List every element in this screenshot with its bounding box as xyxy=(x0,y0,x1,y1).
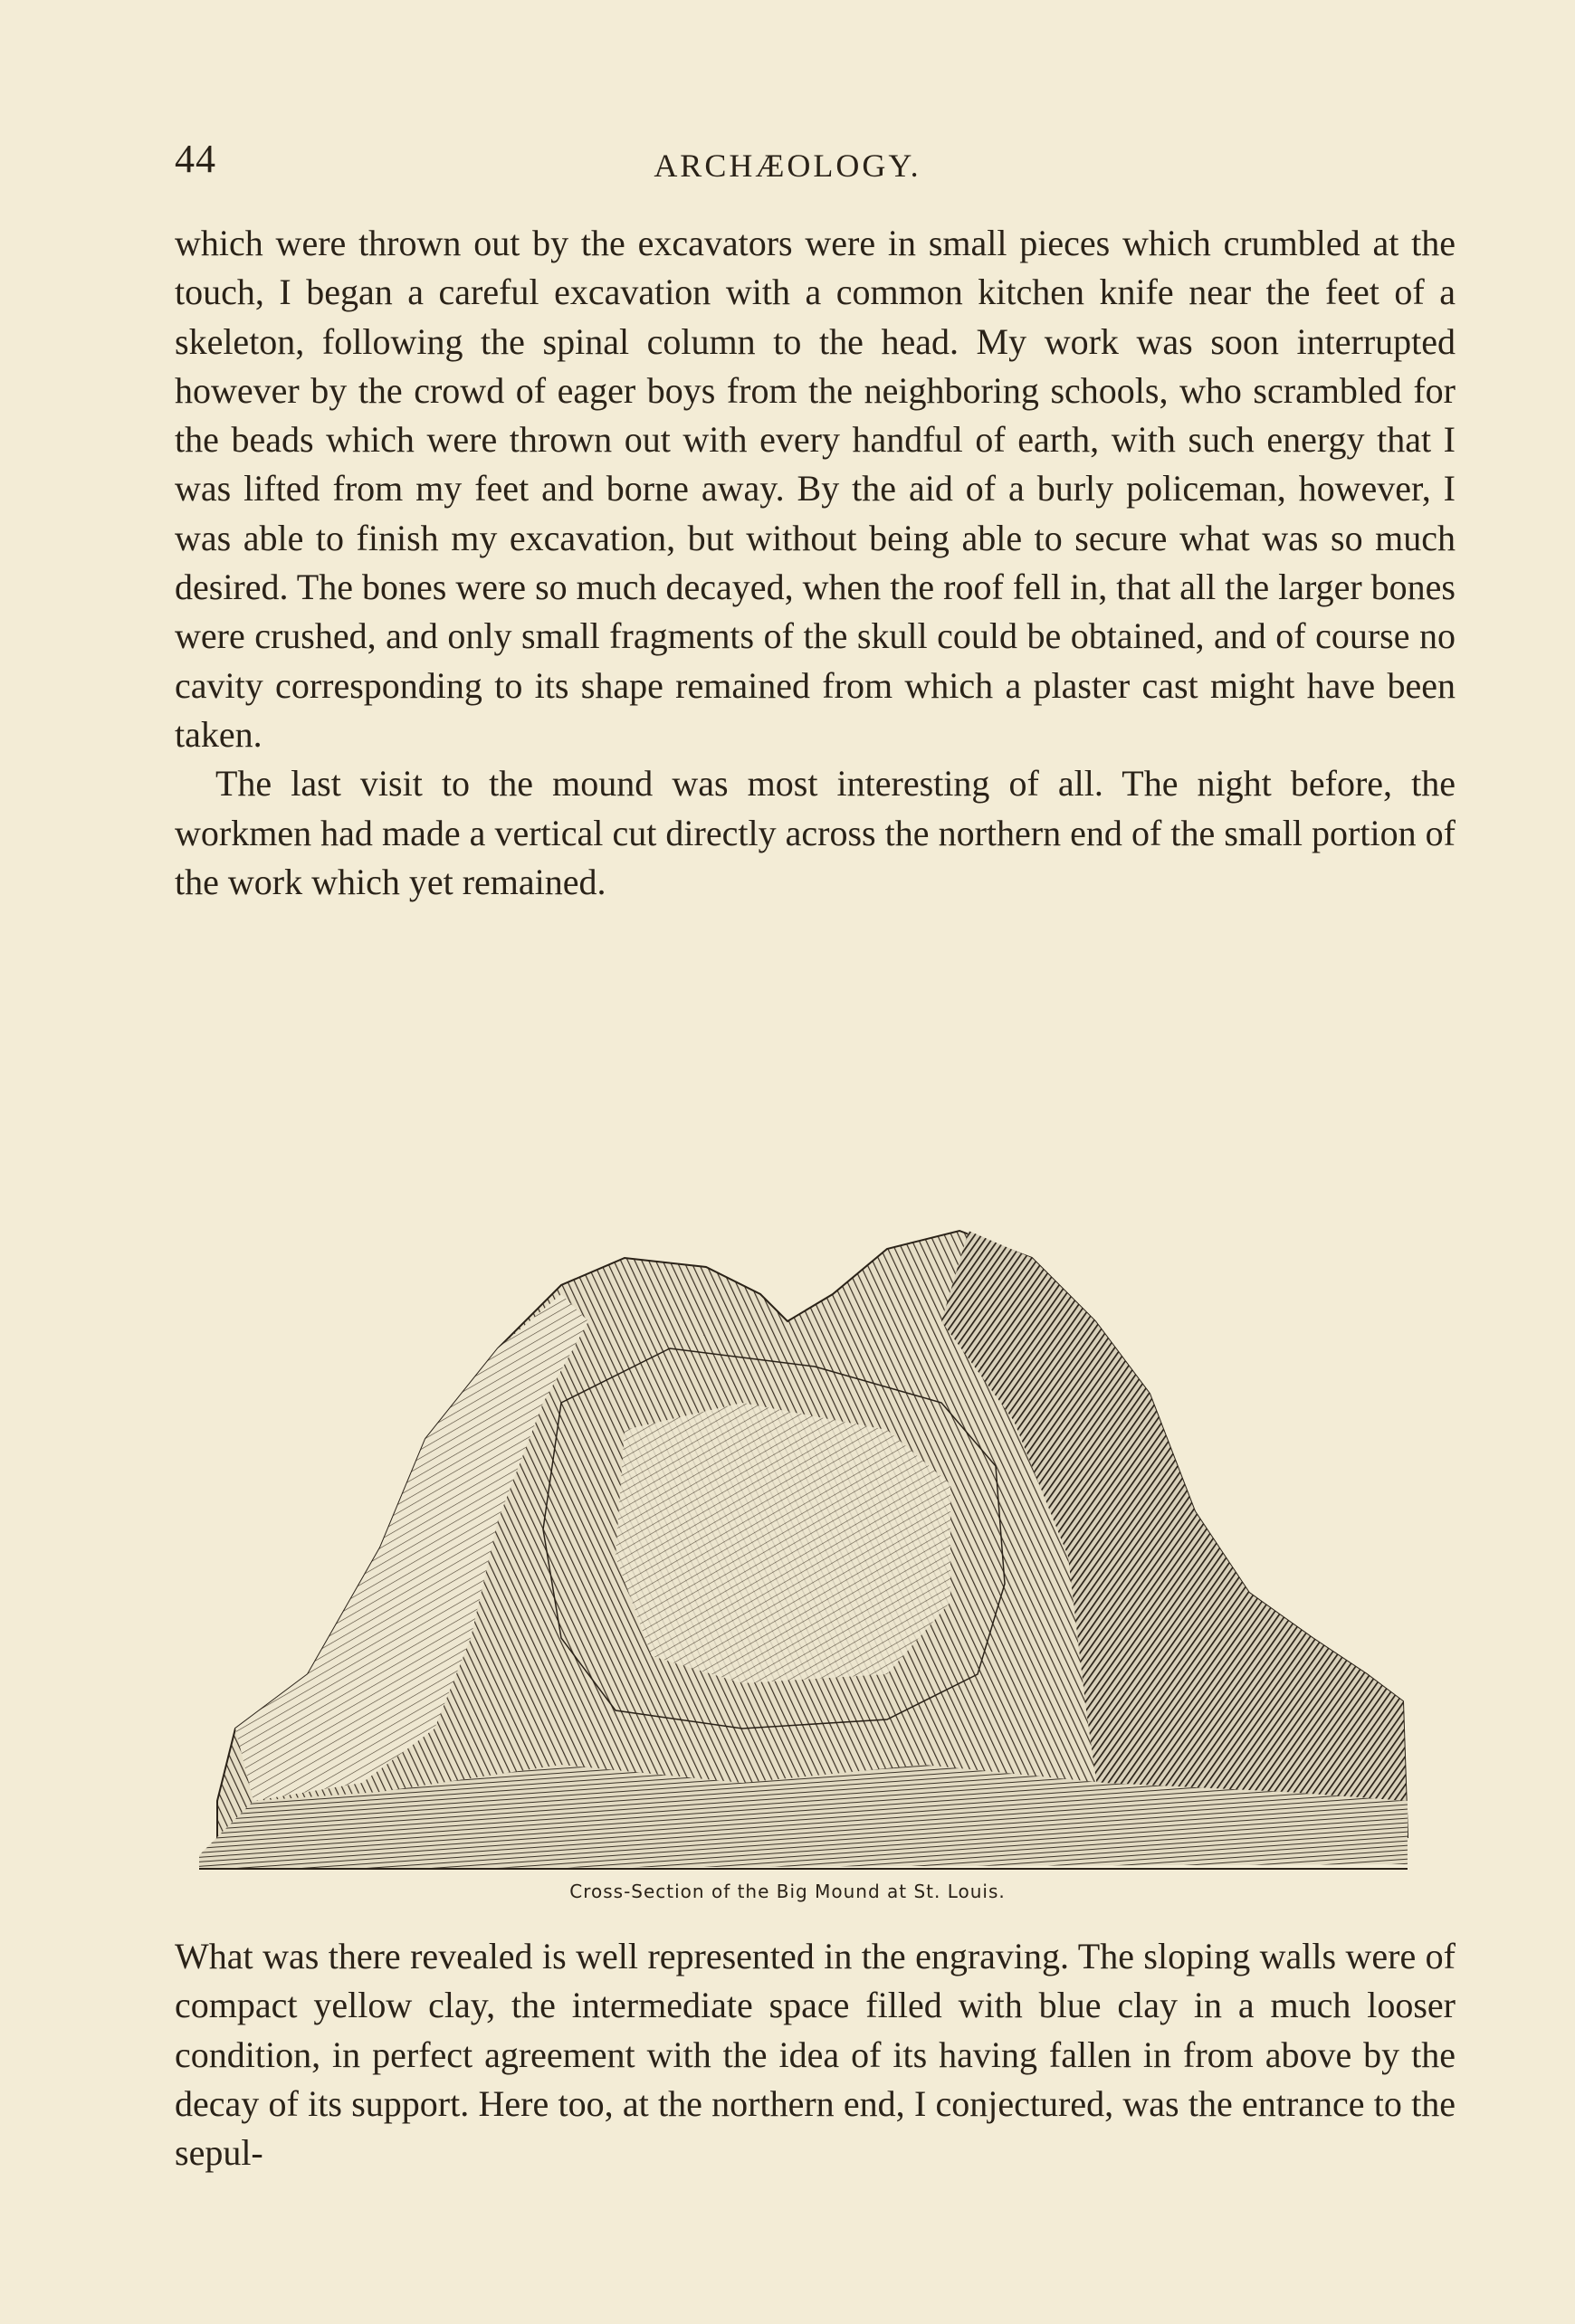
running-head: ARCHÆOLOGY. xyxy=(654,148,921,184)
body-text-top xyxy=(175,219,1456,907)
paragraph-revealed: What was there revealed is well represented in the engraving. The sloping walls were of compact yellow clay, the intermediate space filled with blue clay in a much looser condition, in perfect agreement with the idea of its having fallen in from above by the decay of its support. Here too, at the northern end, I conjectured, was the entrance to the sepul- xyxy=(175,1936,1456,2174)
body-text-bottom xyxy=(175,1932,1456,2177)
figure-caption: Cross-Section of the Big Mound at St. Louis. xyxy=(569,1881,1006,1902)
mound-cross-section-illustration xyxy=(199,1167,1412,1891)
cavity-inner-shadow xyxy=(616,1403,950,1683)
page-number: 44 xyxy=(175,137,216,181)
paragraph-last-visit: The last visit to the mound was most interesting of all. The night before, the workmen had made a vertical cut directly across the northern end of the small portion of the work which yet remained. xyxy=(175,763,1456,902)
paragraph-continued: which were thrown out by the excavators were in small pieces which crumbled at the touch, I began a careful excavation with a common kitchen knife near the feet of a skeleton, following the spinal column to the head. My work was soon interrupted however by the crowd of eager boys from the neighboring schools, who scrambled for the beads which were thrown out with every handful of earth, with such energy that I was lifted from my feet and borne away. By the aid of a burly policeman, however, I was able to finish my excavation, but without being able to secure what was so much desired. The bones were so much decayed, when the roof fell in, that all the larger bones were crushed, and only small fragments of the skull could be obtained, and of course no cavity corresponding to its shape remained from which a plaster cast might have been taken. xyxy=(175,223,1456,755)
mound-engraving xyxy=(199,1167,1412,1891)
